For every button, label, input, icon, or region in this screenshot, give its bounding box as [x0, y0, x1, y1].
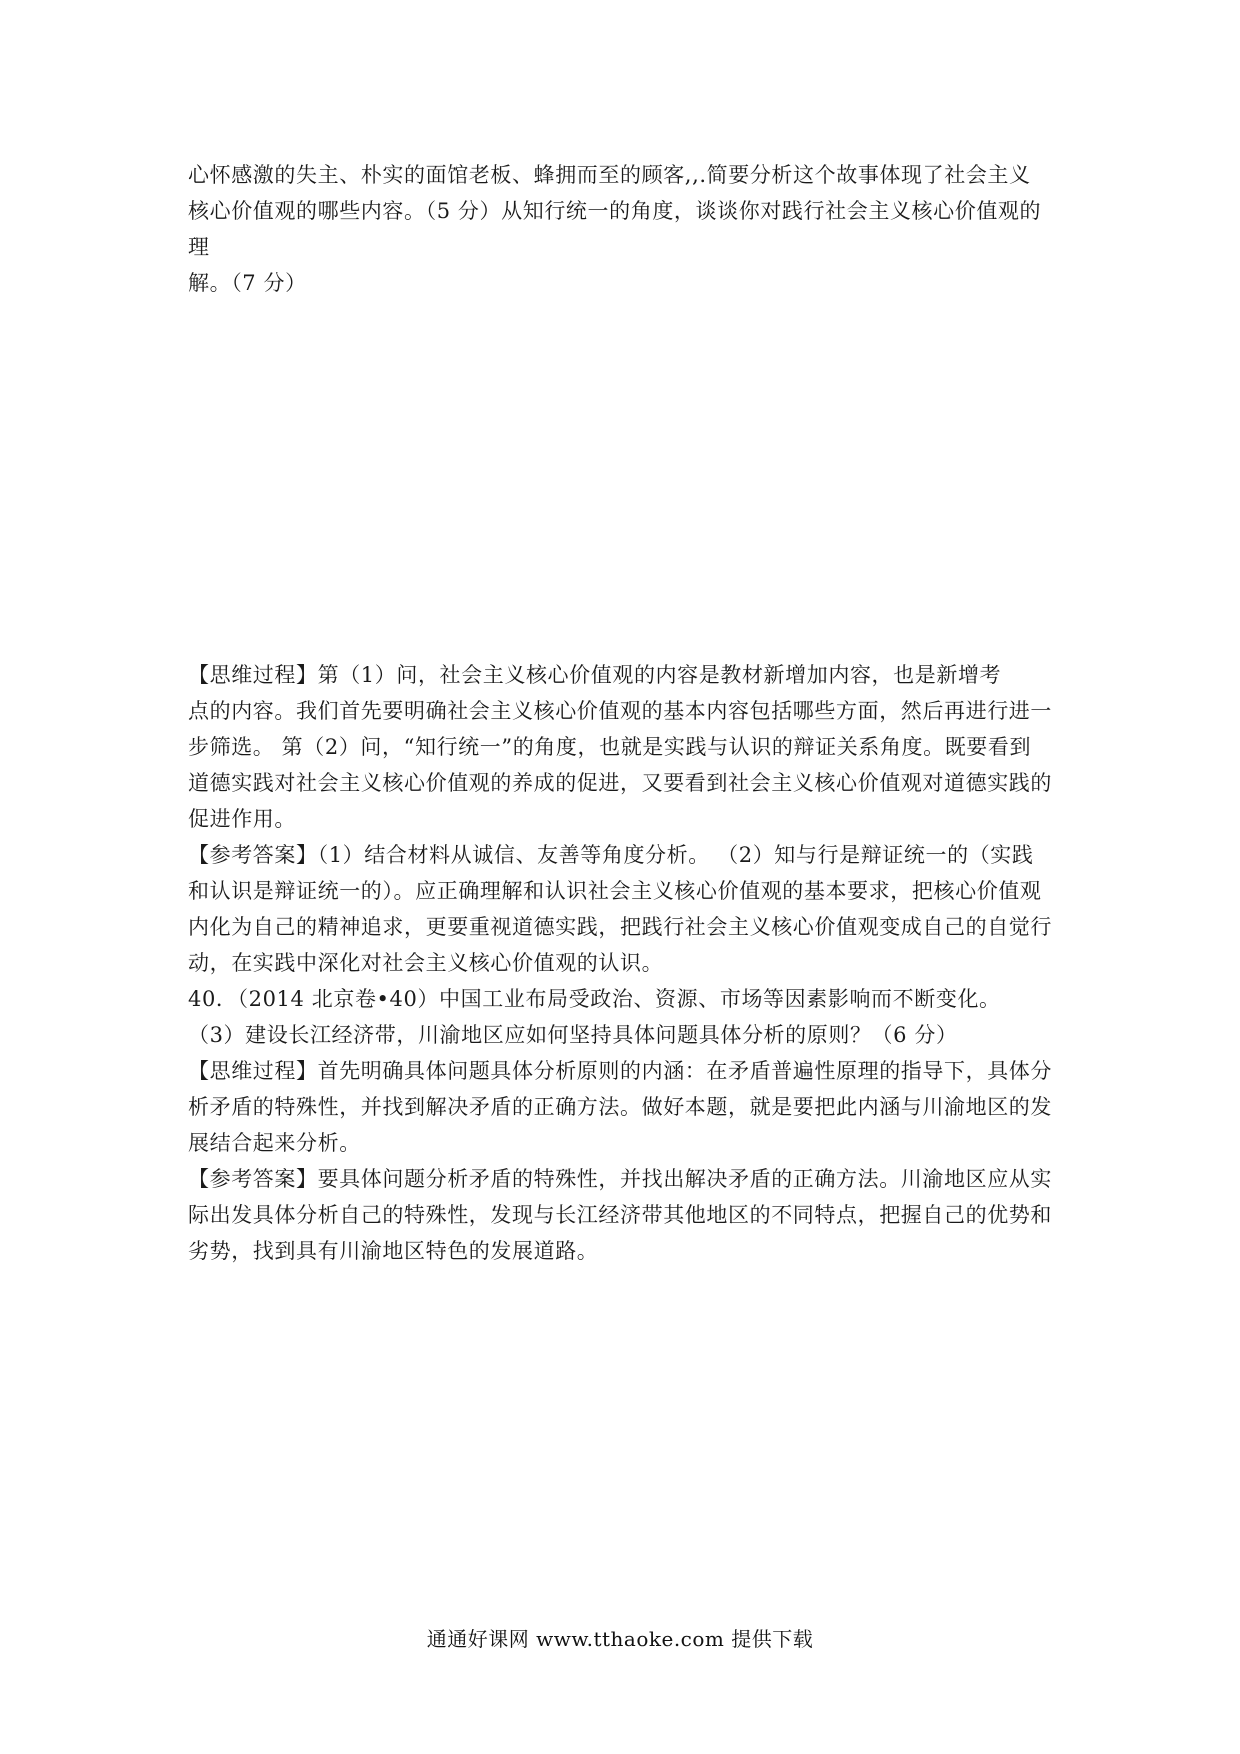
question-40-thinking-line-3: 展结合起来分析。: [188, 1131, 361, 1155]
thinking-process-line-5: 促进作用。: [188, 807, 296, 831]
question-line-2: 核心价值观的哪些内容。（5 分）从知行统一的角度，谈谈你对践行社会主义核心价值观的: [188, 199, 1042, 223]
question-40-thinking-line-2: 析矛盾的特殊性，并找到解决矛盾的正确方法。做好本题，就是要把此内涵与川渝地区的发: [188, 1095, 1052, 1119]
thinking-process-line-2: 点的内容。我们首先要明确社会主义核心价值观的基本内容包括哪些方面，然后再进行进一: [188, 699, 1052, 723]
question-line-4: 解。（7 分）: [188, 271, 307, 295]
question-40-subquestion: （3）建设长江经济带，川渝地区应如何坚持具体问题具体分析的原则？（6 分）: [188, 1023, 958, 1047]
thinking-process-line-3: 步筛选。 第（2）问，“知行统一”的角度，也就是实践与认识的辩证关系角度。既要看到: [188, 735, 1032, 759]
question-40-thinking-line-1: 【思维过程】首先明确具体问题具体分析原则的内涵：在矛盾普遍性原理的指导下，具体分: [188, 1059, 1052, 1083]
reference-answer-line-4: 动，在实践中深化对社会主义核心价值观的认识。: [188, 951, 664, 975]
reference-answer-line-3: 内化为自己的精神追求，更要重视道德实践，把践行社会主义核心价值观变成自己的自觉行: [188, 915, 1052, 939]
question-40-title: 40．（2014 北京卷•40）中国工业布局受政治、资源、市场等因素影响而不断变化。: [188, 987, 1001, 1011]
question-line-3: 理: [188, 235, 210, 259]
question-40-answer-line-1: 【参考答案】要具体问题分析矛盾的特殊性，并找出解决矛盾的正确方法。川渝地区应从实: [188, 1167, 1052, 1191]
thinking-process-line-4: 道德实践对社会主义核心价值观的养成的促进，又要看到社会主义核心价值观对道德实践的: [188, 771, 1052, 795]
reference-answer-line-2: 和认识是辩证统一的）。应正确理解和认识社会主义核心价值观的基本要求，把核心价值观: [188, 879, 1042, 903]
question-line-1: 心怀感激的失主、朴实的面馆老板、蜂拥而至的顾客,,.简要分析这个故事体现了社会主义: [188, 163, 1031, 187]
reference-answer-line-1: 【参考答案】（1）结合材料从诚信、友善等角度分析。 （2）知与行是辩证统一的（实践: [188, 843, 1034, 867]
page-footer: 通通好课网 www.tthaoke.com 提供下载: [426, 1627, 814, 1651]
question-40-answer-line-2: 际出发具体分析自己的特殊性，发现与长江经济带其他地区的不同特点，把握自己的优势和: [188, 1203, 1052, 1227]
question-40-answer-line-3: 劣势，找到具有川渝地区特色的发展道路。: [188, 1239, 599, 1263]
thinking-process-line-1: 【思维过程】第（1）问，社会主义核心价值观的内容是教材新增加内容，也是新增考: [188, 663, 1002, 687]
